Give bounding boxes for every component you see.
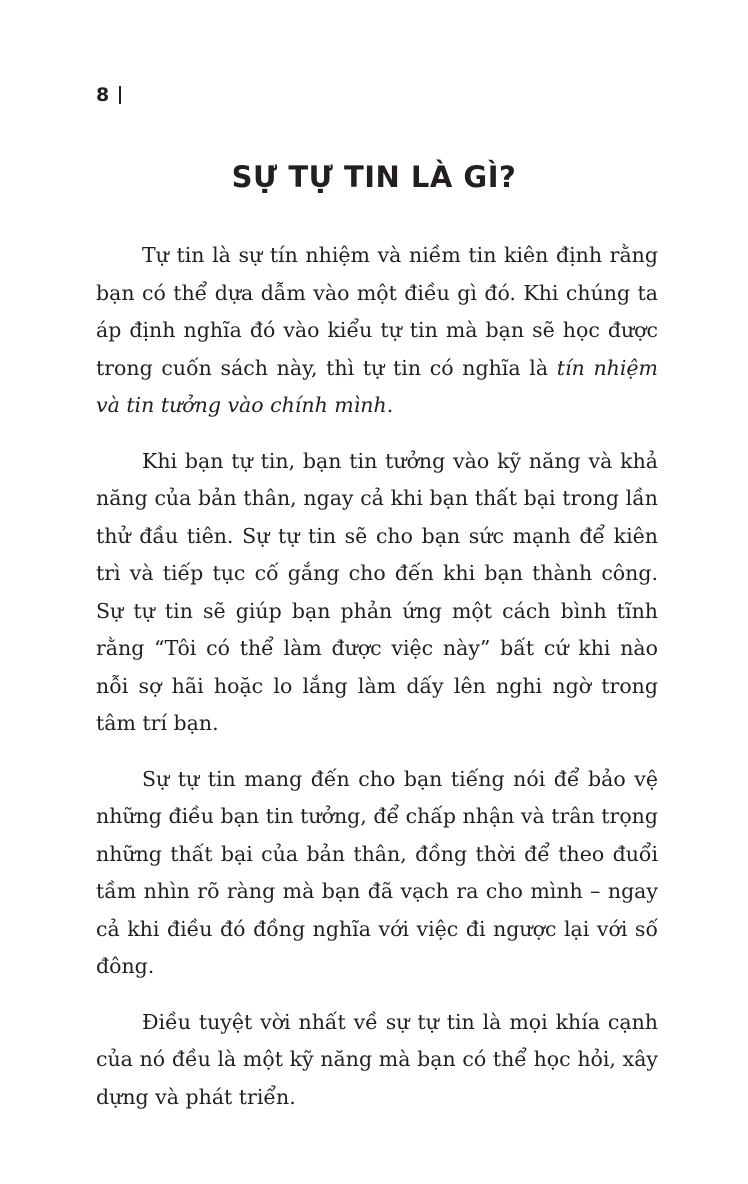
- paragraph-1-text: Tự tin là sự tín nhiệm và niềm tin kiên định rằng bạn có thể dựa dẫm vào một điều gì đó. Khi chúng ta áp định nghĩa đó vào kiểu tự tin mà bạn sẽ học được trong cuốn sách này, thì tự tin có nghĩa là: [96, 243, 658, 380]
- paragraph-2: Khi bạn tự tin, bạn tin tưởng vào kỹ năng và khả năng của bản thân, ngay cả khi bạn thất bại trong lần thử đầu tiên. Sự tự tin sẽ cho bạn sức mạnh để kiên trì và tiếp tục cố gắng cho đến khi bạn thành công. Sự tự tin sẽ giúp bạn phản ứng một cách bình tĩnh rằng “Tôi có thể làm được việc này” bất cứ khi nào nỗi sợ hãi hoặc lo lắng làm dấy lên nghi ngờ trong tâm trí bạn.: [96, 448, 658, 735]
- page-number: 8: [96, 84, 110, 106]
- page-header: [96, 84, 121, 106]
- paragraph-1-italic: tín nhiệm và tin tưởng vào chính mình: [96, 355, 659, 417]
- paragraph-1-end: .: [386, 393, 394, 417]
- chapter-title: SỰ TỰ TIN LÀ GÌ?: [231, 160, 517, 195]
- body-text: [96, 237, 658, 1134]
- paragraph-1: [96, 237, 658, 425]
- paragraph-4: Điều tuyệt vời nhất về sự tự tin là mọi khía cạnh của nó đều là một kỹ năng mà bạn có thể học hỏi, xây dựng và phát triển.: [96, 1009, 658, 1109]
- paragraph-3: Sự tự tin mang đến cho bạn tiếng nói để bảo vệ những điều bạn tin tưởng, để chấp nhận và trân trọng những thất bại của bản thân, đồng thời để theo đuổi tầm nhìn rõ ràng mà bạn đã vạch ra cho mình – ngay cả khi điều đó đồng nghĩa với việc đi ngược lại với số đông.: [96, 766, 658, 978]
- header-divider: [119, 86, 121, 104]
